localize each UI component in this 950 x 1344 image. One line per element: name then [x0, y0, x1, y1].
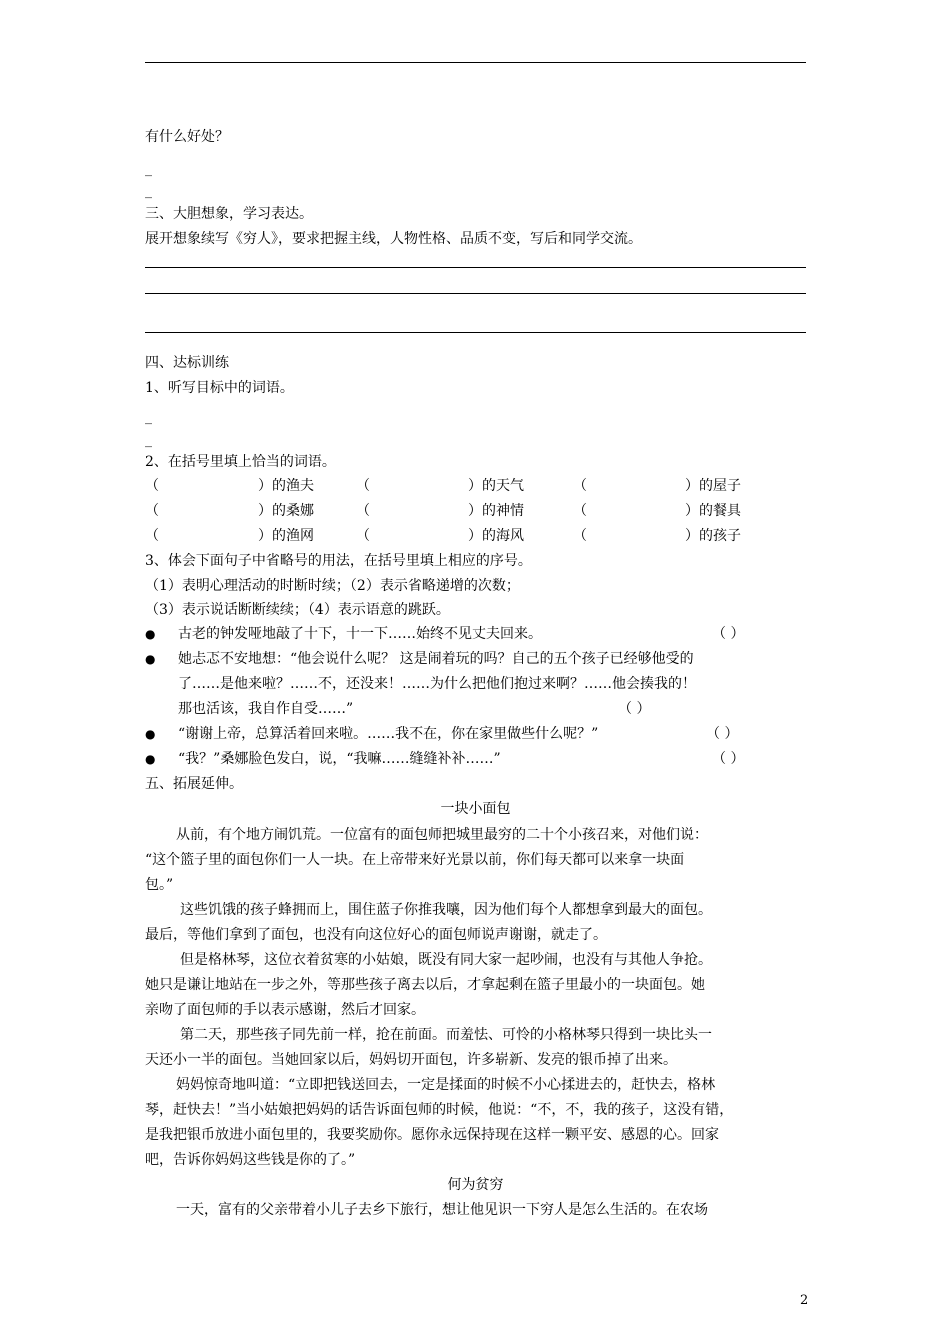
item-sentence: “谢谢上帝，总算活着回来啦。……我不在，你在家里做些什么呢？” — [178, 726, 599, 742]
section5-title: 五、拓展延伸。 — [145, 776, 243, 792]
answer-paren: （ ） — [706, 726, 739, 742]
answer-dash: _ — [145, 161, 152, 177]
fill-blank-phrase: ）的神情 — [468, 503, 524, 519]
item-sentence: 古老的钟发哑地敲了十下，十一下……始终不见丈夫回来。 — [178, 626, 542, 642]
story-line: 琴，赶快去！”当小姑娘把妈妈的话告诉面包师的时候，他说：“不，不，我的孩子，这没有错， — [145, 1102, 734, 1118]
question-3: 3、体会下面句子中省略号的用法，在括号里填上相应的序号。 — [145, 553, 532, 569]
story-line: 天还小一半的面包。当她回家以后，妈妈切开面包，许多崭新、发亮的银币掉了出来。 — [145, 1052, 677, 1068]
item-sentence: 了……是他来啦？……不，还没来！……为什么把他们抱过来啊？……他会揍我的！ — [178, 676, 696, 692]
answer-dash: _ — [145, 183, 152, 199]
fill-blank-open: （ — [573, 478, 587, 494]
fill-blank-open: （ — [145, 503, 159, 519]
writing-line — [145, 267, 806, 268]
page-number: 2 — [800, 1293, 809, 1308]
story-title: 何为贫穷 — [447, 1177, 504, 1193]
story-line: 亲吻了面包师的手以表示感谢，然后才回家。 — [145, 1002, 425, 1018]
story-line: 第二天，那些孩子同先前一样，抢在前面。而羞怯、可怜的小格林琴只得到一块比头一 — [180, 1027, 712, 1043]
fill-blank-phrase: ）的屋子 — [685, 478, 741, 494]
story-line: 她只是谦让地站在一步之外，等那些孩子离去以后，才拿起剩在篮子里最小的一块面包。她 — [145, 977, 705, 993]
bullet-icon: ● — [145, 727, 156, 741]
story-line: 是我把银币放进小面包里的，我要奖励你。愿你永远保持现在这样一颗平安、感恩的心。回家 — [145, 1127, 719, 1143]
story-line: 最后，等他们拿到了面包，也没有向这位好心的面包师说声谢谢，就走了。 — [145, 927, 607, 943]
story-line: 吧，告诉你妈妈这些钱是你的了。” — [145, 1152, 356, 1168]
writing-line — [145, 332, 806, 333]
fill-blank-open: （ — [145, 528, 159, 544]
answer-dash: _ — [145, 432, 152, 448]
story-line: 包。” — [145, 877, 174, 893]
bullet-icon: ● — [145, 752, 156, 766]
story-line: 妈妈惊奇地叫道：“立即把钱送回去，一定是揉面的时候不小心揉进去的，赶快去，格林 — [176, 1077, 716, 1093]
fill-blank-open: （ — [573, 503, 587, 519]
writing-line — [145, 293, 806, 294]
fill-blank-open: （ — [573, 528, 587, 544]
story-line: 一天，富有的父亲带着小儿子去乡下旅行，想让他见识一下穷人是怎么生活的。在农场 — [176, 1202, 708, 1218]
question-1: 1、听写目标中的词语。 — [145, 380, 294, 396]
answer-paren: （ ） — [618, 701, 651, 717]
section3-title: 三、大胆想象，学习表达。 — [145, 206, 313, 222]
story-line: “这个篮子里的面包你们一人一块。在上帝带来好光景以前，你们每天都可以来拿一块面 — [145, 852, 685, 868]
fill-blank-open: （ — [356, 478, 370, 494]
fill-blank-open: （ — [356, 528, 370, 544]
section3-instruction: 展开想象续写《穷人》，要求把握主线，人物性格、品质不变，写后和同学交流。 — [145, 231, 642, 247]
story-title: 一块小面包 — [440, 801, 511, 817]
section4-title: 四、达标训练 — [145, 355, 229, 371]
story-line: 但是格林琴，这位衣着贫寒的小姑娘，既没有同大家一起吵闹，也没有与其他人争抢。 — [180, 952, 712, 968]
fill-blank-phrase: ）的餐具 — [685, 503, 741, 519]
fill-blank-phrase: ）的渔夫 — [258, 478, 314, 494]
fill-blank-phrase: ）的渔网 — [258, 528, 314, 544]
fill-blank-phrase: ）的桑娜 — [258, 503, 314, 519]
fill-blank-phrase: ）的海风 — [468, 528, 524, 544]
fill-blank-phrase: ）的孩子 — [685, 528, 741, 544]
fill-blank-open: （ — [145, 478, 159, 494]
bullet-icon: ● — [145, 627, 156, 641]
answer-line-top — [145, 62, 806, 63]
item-sentence: 那也活该，我自作自受……” — [178, 701, 354, 717]
fill-blank-phrase: ）的天气 — [468, 478, 524, 494]
answer-dash: _ — [145, 409, 152, 425]
item-sentence: “我？”桑娜脸色发白，说，“我嘛……缝缝补补……” — [178, 751, 501, 767]
story-line: 这些饥饿的孩子蜂拥而上，围住蓝子你推我嚷，因为他们每个人都想拿到最大的面包。 — [180, 902, 712, 918]
answer-paren: （ ） — [712, 626, 745, 642]
bullet-icon: ● — [145, 652, 156, 666]
story-line: 从前，有个地方闹饥荒。一位富有的面包师把城里最穷的二十个小孩召来，对他们说： — [176, 827, 708, 843]
question-2: 2、在括号里填上恰当的词语。 — [145, 454, 336, 470]
answer-paren: （ ） — [712, 751, 745, 767]
question-text: 有什么好处？ — [145, 129, 229, 145]
options-line: （3）表示说话断断续续；（4）表示语意的跳跃。 — [145, 602, 450, 618]
item-sentence: 她忐忑不安地想：“他会说什么呢？ 这是闹着玩的吗？自己的五个孩子已经够他受的 — [178, 651, 694, 667]
options-line: （1）表明心理活动的时断时续；（2）表示省略递增的次数； — [145, 578, 520, 594]
fill-blank-open: （ — [356, 503, 370, 519]
